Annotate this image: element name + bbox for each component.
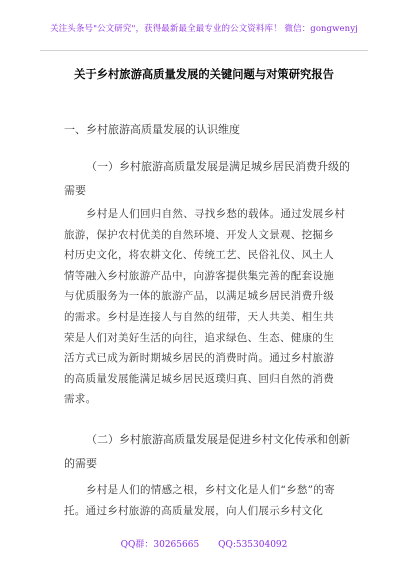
header-divider: [40, 50, 368, 51]
footer-qq: QQ:535304092: [218, 540, 288, 550]
paragraph-line: 荣是人们对美好生活的向往，追求绿色、生态、健康的生: [64, 331, 334, 344]
header-promo-text: 关注头条号"公文研究"，获得最新最全最专业的公文资料库！ 微信：gongwenyj: [50, 24, 358, 34]
document-title: 关于乡村旅游高质量发展的关键问题与对策研究报告: [74, 67, 334, 81]
section-heading-1: 一、乡村旅游高质量发展的认识维度: [64, 123, 240, 136]
footer-contact: [0, 537, 408, 550]
paragraph-line: 乡村是人们回归自然、寻找乡愁的载体。通过发展乡村: [86, 208, 346, 220]
paragraph-line: 的高质量发展能满足城乡居民返璞归真、回归自然的消费: [64, 372, 334, 385]
paragraph-line: 活方式已成为新时期城乡居民的消费时尚。通过乡村旅游: [64, 352, 334, 365]
paragraph-line: 与优质服务为一体的旅游产品，以满足城乡居民消费升级: [64, 290, 334, 303]
paragraph-line: 的需求。乡村是连接人与自然的纽带，天人共美、相生共: [64, 310, 334, 323]
subheading-2-line: 的需要: [64, 457, 97, 470]
subheading-1: [64, 155, 354, 203]
paragraph-1: [64, 204, 354, 410]
subheading-2: [64, 428, 354, 476]
subheading-1-line: 需要: [64, 184, 86, 197]
footer-qq-group: QQ群：30265665: [120, 540, 200, 550]
paragraph-line: 托。通过乡村旅游的高质量发展，向人们展示乡村文化: [64, 504, 324, 517]
paragraph-line: 需求。: [64, 393, 97, 406]
paragraph-line: 村历史文化，将农耕文化、传统工艺、民俗礼仪、风土人: [64, 249, 334, 262]
paragraph-line: 乡村是人们的情感之根，乡村文化是人们“乡愁”的寄: [86, 484, 335, 496]
subheading-1-line: （一）乡村旅游高质量发展是满足城乡居民消费升级的: [86, 160, 350, 173]
paragraph-2: [64, 480, 354, 521]
paragraph-line: 情等融入乡村旅游产品中，向游客提供集完善的配套设施: [64, 269, 334, 282]
subheading-2-line: （二）乡村旅游高质量发展是促进乡村文化传承和创新: [86, 433, 350, 446]
paragraph-line: 旅游，保护农村优美的自然环境、开发人文景观、挖掘乡: [64, 228, 334, 241]
